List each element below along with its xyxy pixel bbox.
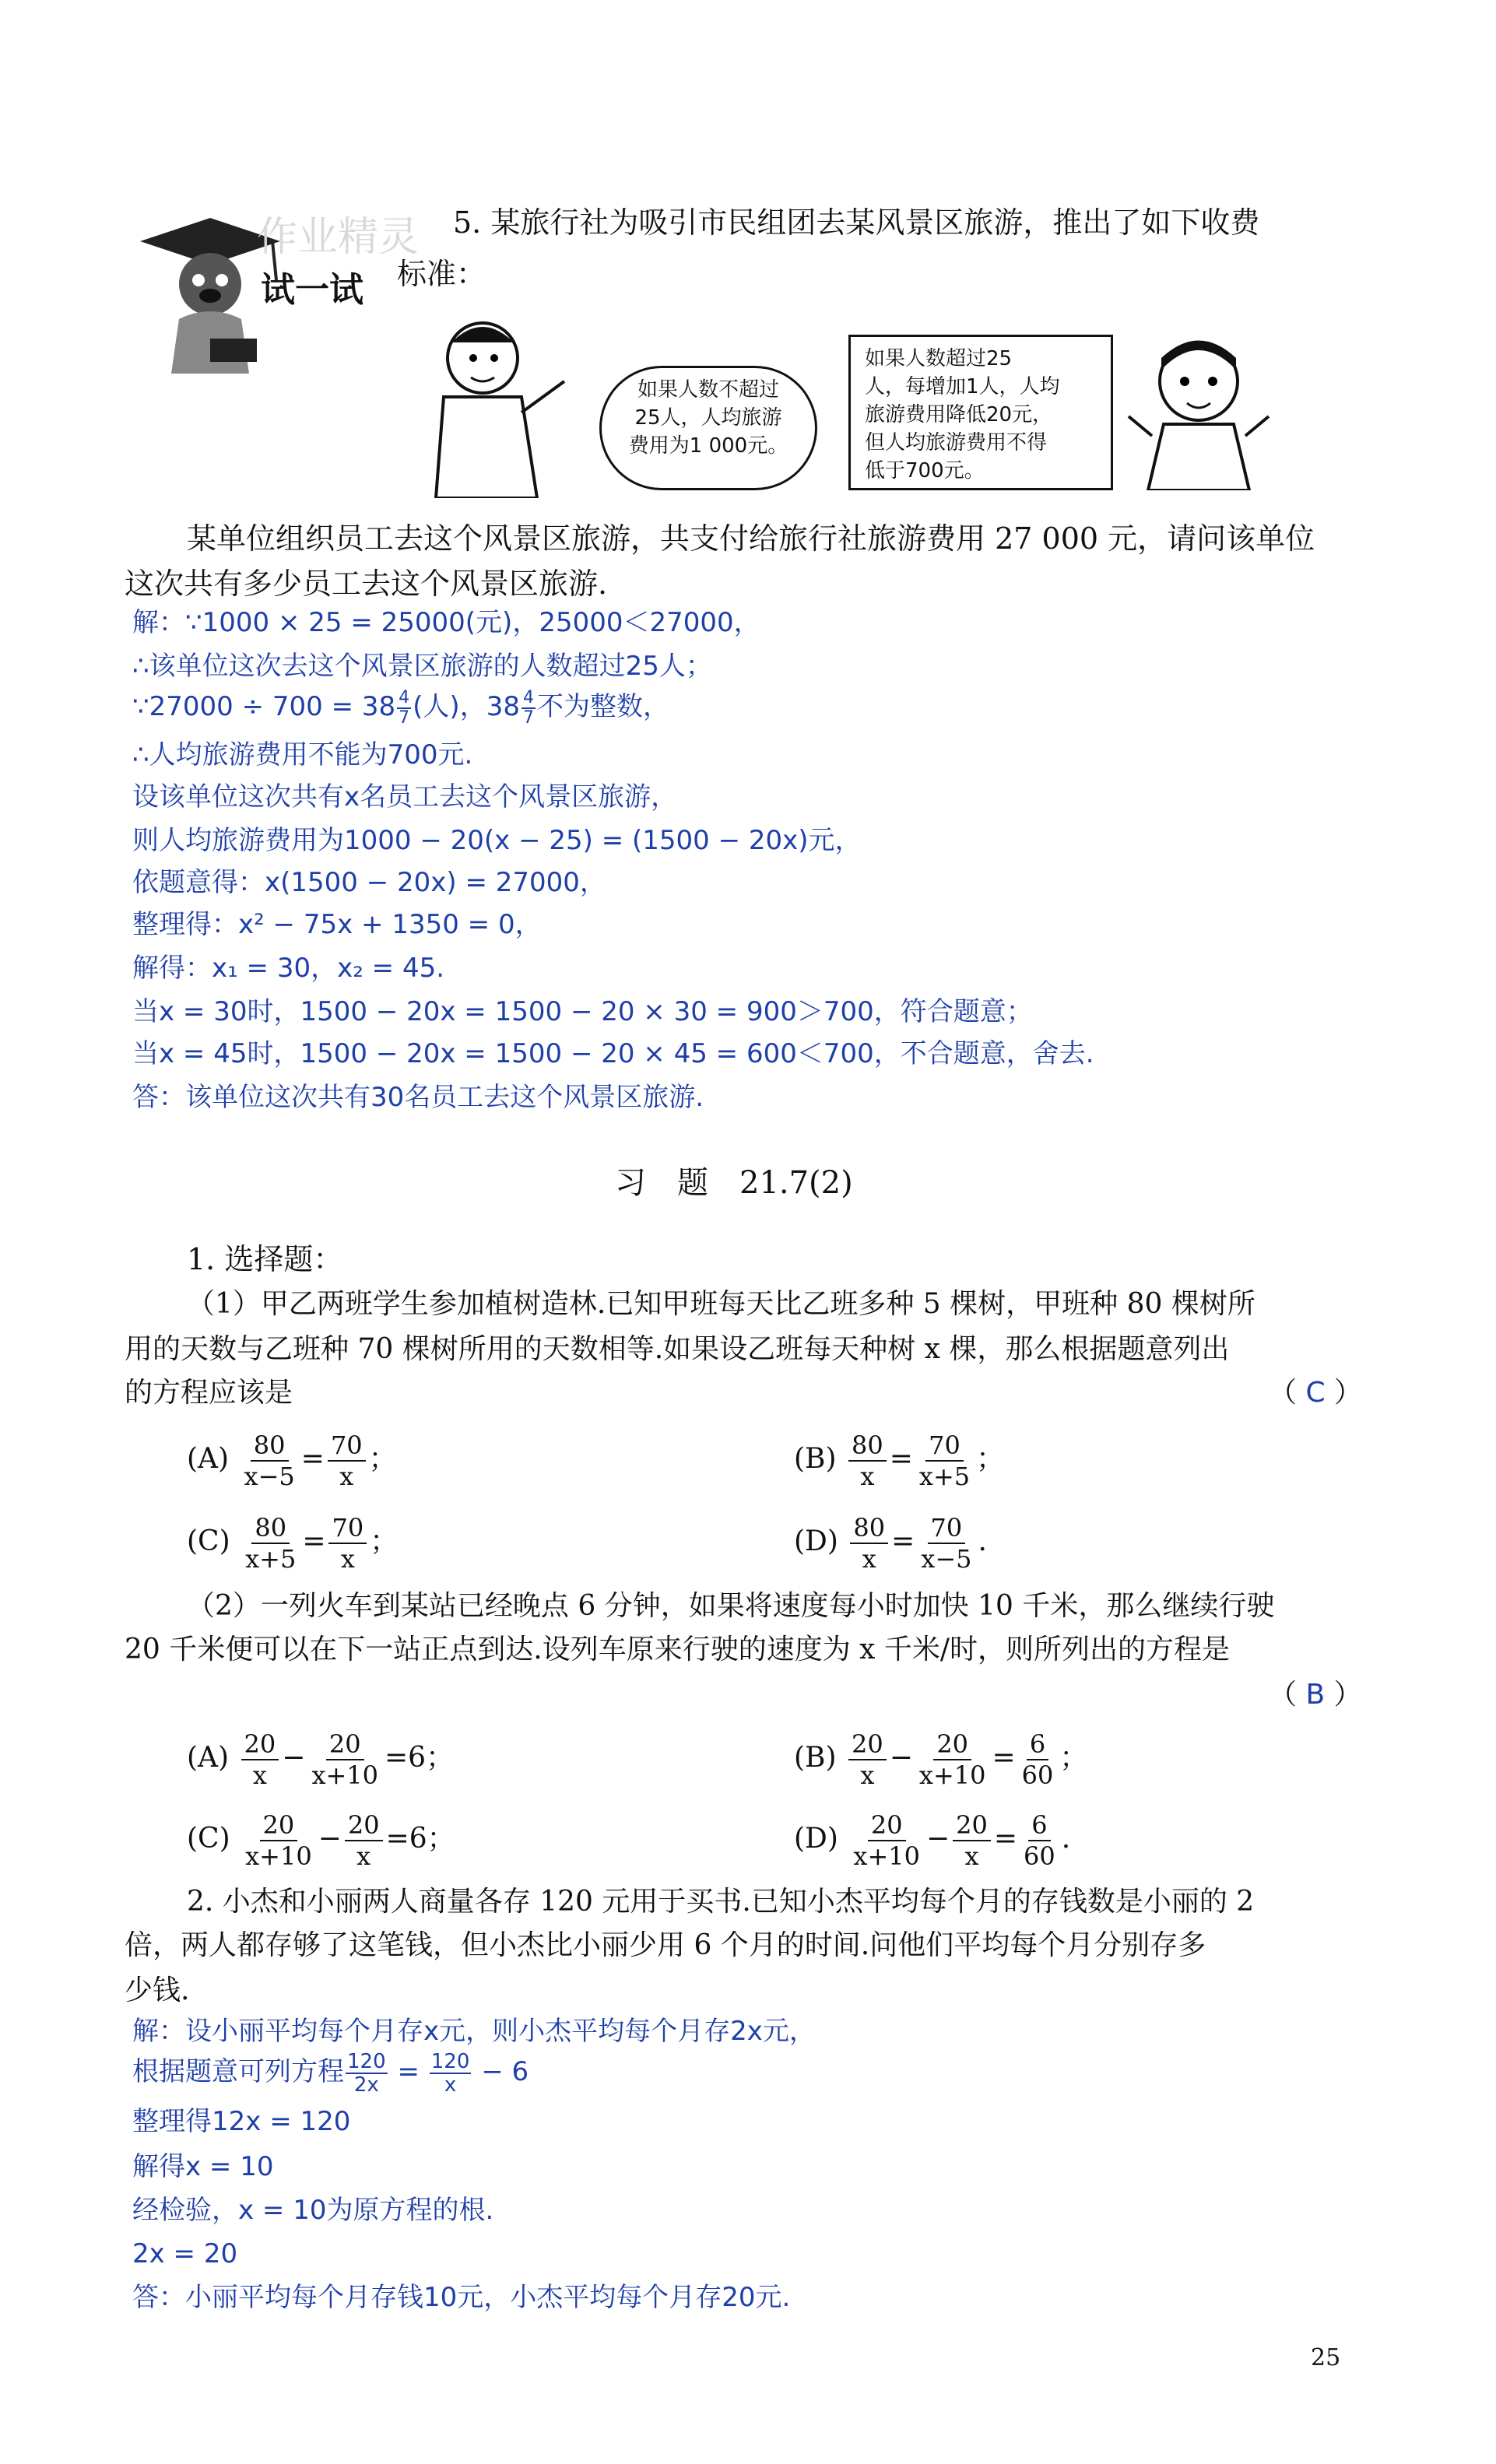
mixed-fraction-2: $\frac{4}{7}$ [522, 687, 534, 728]
q1-p1-line1: （1）甲乙两班学生参加植树造林.已知甲班每天比乙班多种 5 棵树，甲班种 80 棵树所 [187, 1288, 1255, 1320]
speech-bubble-left: 如果人数不超过 25人，人均旅游 费用为1 000元。 [599, 366, 817, 490]
solution5-line3-b: (人)，38 [413, 691, 520, 722]
problem5-line1: 5. 某旅行社为吸引市民组团去某风景区旅游，推出了如下收费 [453, 205, 1260, 240]
solution5-line3-c: 不为整数， [536, 691, 669, 722]
watermark-top: 作业精灵 [257, 214, 420, 261]
solution5-line4: ∴人均旅游费用不能为700元. [132, 739, 473, 770]
q2-line2: 倍，两人都存够了这笔钱，但小杰比小丽少用 6 个月的时间.问他们平均每个月分别存多 [125, 1929, 1206, 1961]
q1-p1-option-d: (D) $\frac{80}{x}$ = $\frac{70}{x-5}$ . [794, 1513, 987, 1574]
q2-line3: 少钱. [125, 1974, 190, 2006]
section-title: 习 题 21.7(2) [615, 1165, 853, 1201]
solution2-line1: 解：设小丽平均每个月存x元，则小杰平均每个月存2x元， [132, 2016, 816, 2047]
q1-p1-option-a: (A) $\frac{80}{x-5}$ = $\frac{70}{x}$ ； [187, 1430, 397, 1491]
q1-p1-line3: 的方程应该是 [125, 1377, 293, 1409]
q1-p1-line2: 用的天数与乙班种 70 棵树所用的天数相等.如果设乙班每天种树 x 棵，那么根据题意列出 [125, 1333, 1230, 1365]
fraction-120-over-x: $\frac{120}{x}$ [430, 2049, 470, 2097]
boy-illustration-right [1121, 327, 1277, 490]
mixed-fraction-1: $\frac{4}{7}$ [399, 687, 410, 728]
solution2-line5: 经检验，x = 10为原方程的根. [132, 2195, 494, 2226]
solution5-line9: 解得：x₁ = 30，x₂ = 45. [132, 953, 445, 984]
q1-p2-option-c: (C) $\frac{20}{x+10}$ − $\frac{20}{x}$ =6； [187, 1810, 455, 1871]
q1-p2-answer-bracket: （ B ） [1269, 1679, 1362, 1711]
solution5-line5: 设该单位这次共有x名员工去这个风景区旅游， [132, 781, 678, 813]
page-number: 25 [1311, 2344, 1341, 2371]
q2-line1: 2. 小杰和小丽两人商量各存 120 元用于买书.已知小杰平均每个月的存钱数是小丽的 2 [187, 1886, 1255, 1918]
solution5-line10: 当x = 30时，1500 − 20x = 1500 − 20 × 30 = 900＞700，符合题意； [132, 996, 1033, 1027]
q1-title: 1. 选择题： [187, 1242, 343, 1276]
solution5-line6: 则人均旅游费用为1000 − 20(x − 25) = (1500 − 20x)元， [132, 825, 862, 856]
q1-p1-option-c: (C) $\frac{80}{x+5}$ = $\frac{70}{x}$ ； [187, 1513, 399, 1574]
fraction-120-over-2x: $\frac{120}{2x}$ [347, 2049, 386, 2097]
boy-illustration-left [420, 311, 576, 498]
q1-p2-line1: （2）一列火车到某站已经晚点 6 分钟，如果将速度每小时加快 10 千米，那么继续行驶 [187, 1590, 1275, 1622]
solution5-line11: 当x = 45时，1500 − 20x = 1500 − 20 × 45 = 600＜700，不合题意，舍去. [132, 1038, 1094, 1069]
q1-p1-answer-bracket: （ C ） [1269, 1377, 1363, 1409]
solution5-line2: ∴该单位这次去这个风景区旅游的人数超过25人； [132, 651, 712, 682]
q1-p1-option-b: (B) $\frac{80}{x}$ = $\frac{70}{x+5}$ ； [794, 1430, 1005, 1491]
solution5-line1: 解：∵1000 × 25 = 25000(元)，25000＜27000， [132, 607, 760, 638]
solution2-line2: 根据题意可列方程 $\frac{120}{2x}$ = $\frac{120}{x}$ − 6 [132, 2049, 529, 2097]
q1-p2-option-b: (B) $\frac{20}{x}$ − $\frac{20}{x+10}$ = $\frac{6}{60}$ ； [794, 1729, 1088, 1790]
solution5-line8: 整理得：x² − 75x + 1350 = 0， [132, 909, 542, 940]
q1-p2-line2: 20 千米便可以在下一站正点到达.设列车原来行驶的速度为 x 千米/时，则所列出的方程是 [125, 1634, 1231, 1665]
solution5-line12: 答：该单位这次共有30名员工去这个风景区旅游. [132, 1082, 704, 1113]
solution5-line3-a: ∵27000 ÷ 700 = 38 [132, 691, 396, 722]
solution2-line6: 2x = 20 [132, 2238, 238, 2269]
q1-p2-option-d: (D) $\frac{20}{x+10}$ − $\frac{20}{x}$ = $\frac{6}{60}$ . [794, 1810, 1071, 1871]
problem5-question-line1: 某单位组织员工去这个风景区旅游，共支付给旅行社旅游费用 27 000 元，请问该单位 [187, 521, 1315, 556]
solution2-line4: 解得x = 10 [132, 2151, 274, 2182]
section-badge: 试一试 [261, 270, 363, 310]
problem5-question-line2: 这次共有多少员工去这个风景区旅游. [125, 567, 608, 601]
solution2-line3: 整理得12x = 120 [132, 2106, 351, 2137]
q1-p1-answer: C [1305, 1377, 1326, 1409]
q1-p2-option-a: (A) $\frac{20}{x}$ − $\frac{20}{x+10}$ =6； [187, 1729, 455, 1790]
problem5-line2: 标准： [397, 257, 486, 291]
solution5-line3 [132, 685, 669, 728]
solution5-line7: 依题意得：x(1500 − 20x) = 27000， [132, 867, 606, 898]
solution2-line7: 答：小丽平均每个月存钱10元，小杰平均每个月存20元. [132, 2282, 791, 2313]
speech-bubble-right: 如果人数超过25 人，每增加1人，人均 旅游费用降低20元， 但人均旅游费用不得 低于700元。 [848, 335, 1113, 490]
q1-p2-answer: B [1305, 1679, 1326, 1711]
